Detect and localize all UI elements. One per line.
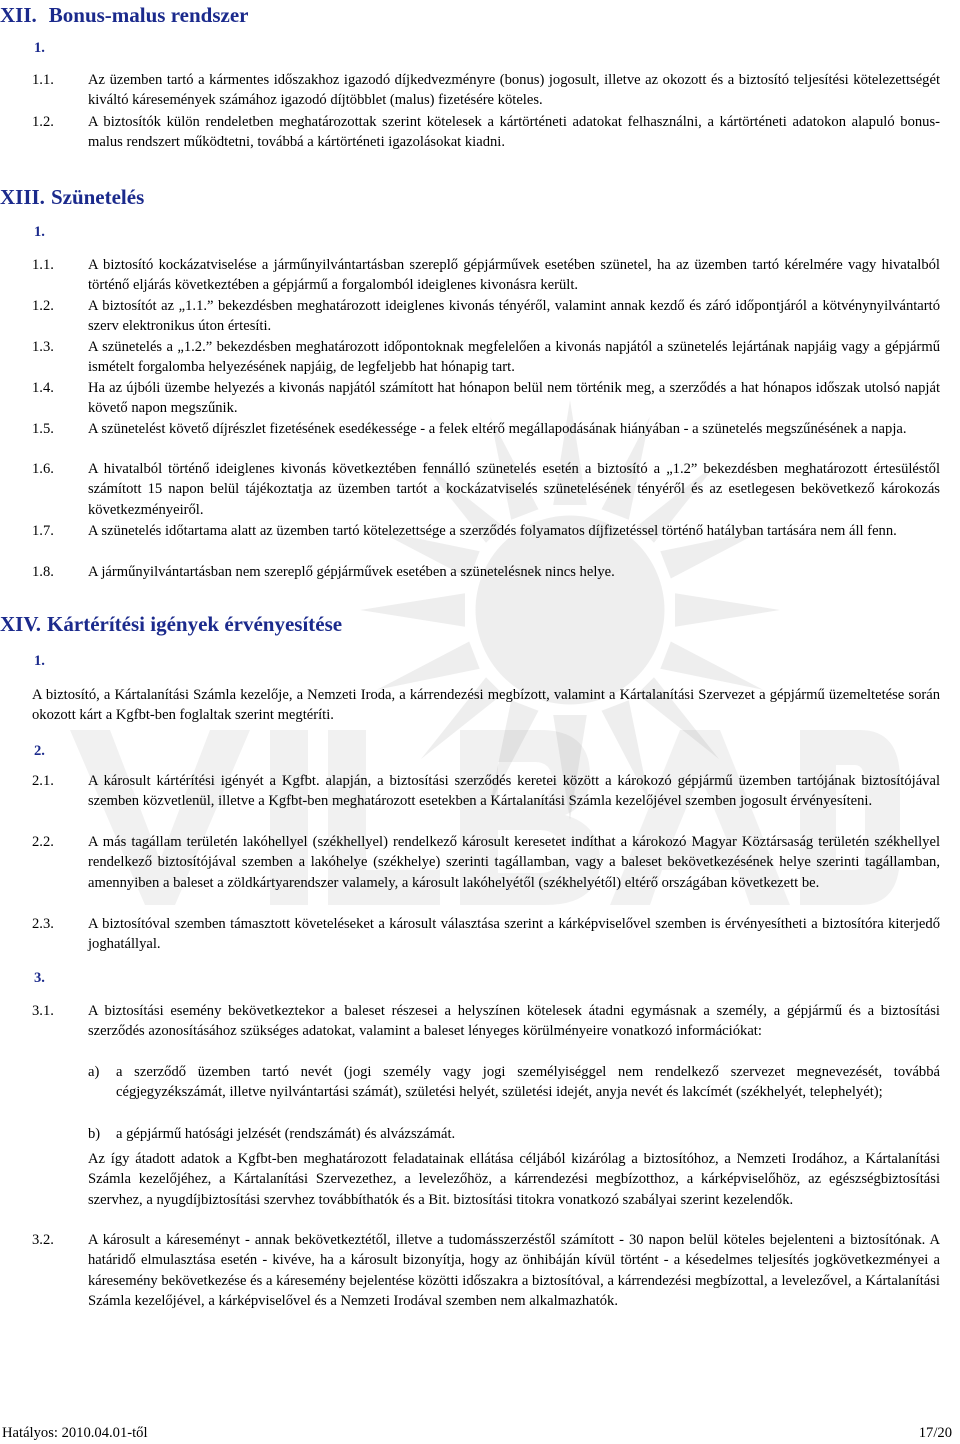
clause-number: 1.6. bbox=[32, 461, 54, 477]
clause-item bbox=[32, 771, 940, 812]
clause-number: 1.8. bbox=[32, 564, 54, 580]
list-text: a gépjármű hatósági jelzését (rendszámát) és alvázszámát. bbox=[116, 1126, 456, 1142]
clause-item bbox=[32, 459, 940, 520]
paragraph: Az így átadott adatok a Kgfbt-ben meghatározott feladatainak ellátása céljából kizárólag a biztosítóhoz, a Nemzeti Irodához, a Kártalanítási Számla kezelőjéhez, a Kártalanítási Szervezethez, a levelezőhöz, a kárrendezési megbízotthoz, a kárképviselőhöz, az egészségbiztosítási szervhez, a nyugdíjbiztosítási szervhez továbbíthatók és a Bit. biztosítási titokra vonatkozó szabályai szerint kezelendők. bbox=[88, 1151, 940, 1208]
list-text: a szerződő üzemben tartó nevét (jogi személy vagy jogi személyiséggel nem rendelkező szervezet megnevezését, továbbá cégjegyzékszámát, illetve nyilvántartási számát), születési helyét, születési idejét, anyja nevét és lakcímét (székhelyét, telephelyét); bbox=[116, 1064, 940, 1101]
clause-number: 1.1. bbox=[32, 72, 54, 88]
clause-item bbox=[32, 419, 940, 439]
clause-text: A szünetelés időtartama alatt az üzemben tartó kötelezettsége a szerződés folyamatos díjfizetéssel történő hatályban tartására nem áll fenn. bbox=[88, 523, 897, 539]
clause-item bbox=[32, 296, 940, 337]
subsection-number: 2. bbox=[34, 743, 45, 759]
clause-text: A szünetelést követő díjrészlet fizetésének esedékessége - a felek eltérő megállapodásának hiányában - a szünetelés megszűnésének a napja. bbox=[88, 421, 907, 437]
clause-item bbox=[32, 1230, 940, 1312]
clause-item bbox=[32, 1001, 940, 1042]
clause-text: A károsult a káreseményt - annak bekövetkeztétől, illetve a tudomásszerzéstől számított - 30 napon belül köteles bejelenteni a biztosítónak. A határidő elmulasztása esetén - kivéve, ha a károsult bizonyítja, hogy az önhibáján kívül történt - a késedelmes teljesítés jogkövetkezményei a káresemény bekövetkezése és a káresemény bejelentése közötti időszakra a biztosítóval, a kárrendezési megbízottal, a levelezővel, a Kártalanítási Számla kezelőjével, a kárképviselővel és a Nemzeti Irodával szemben nem alkalmazhatók. bbox=[88, 1232, 940, 1310]
paragraph: A biztosító, a Kártalanítási Számla kezelője, a Nemzeti Iroda, a kárrendezési megbízott, valamint a Kártalanítási Szervezet a gépjármű üzemeltetése során okozott kárt a Kgfbt-ben foglaltak szerint megtéríti. bbox=[32, 687, 940, 724]
section-title-xiv: Kártérítési igények érvényesítése bbox=[47, 612, 343, 636]
clause-number: 1.3. bbox=[32, 339, 54, 355]
clause-number: 1.5. bbox=[32, 421, 54, 437]
list-item bbox=[88, 1062, 940, 1103]
section-heading-xiii bbox=[0, 184, 144, 210]
clause-number: 1.1. bbox=[32, 257, 54, 273]
clause-text: A biztosító kockázatviselése a járműnyilvántartásban szereplő gépjárművek esetében szünetel, ha az üzemben tartó kérelmére vagy hivatalból történő eljárás következtében a gépjármű a forgalomból ideiglenes kivonásra került. bbox=[88, 257, 940, 294]
clause-number: 1.7. bbox=[32, 523, 54, 539]
subsection-number: 1. bbox=[34, 653, 45, 669]
clause-item bbox=[32, 112, 940, 153]
section-roman-xiii: XIII. bbox=[0, 185, 45, 209]
clause-text: Az üzemben tartó a kármentes időszakhoz igazodó díjkedvezményre (bonus) jogosult, illetve az okozott és a biztosító teljesítési kötelezettségét kiváltó káresemények számához igazodó díjtöbblet (malus) fizetésére köteles. bbox=[88, 72, 940, 109]
clause-item bbox=[32, 521, 940, 541]
clause-item bbox=[32, 255, 940, 296]
section-title-xiii: Szünetelés bbox=[50, 185, 145, 209]
clause-number: 1.2. bbox=[32, 114, 54, 130]
list-item bbox=[88, 1124, 940, 1144]
clause-number: 2.2. bbox=[32, 834, 54, 850]
clause-number: 1.4. bbox=[32, 380, 54, 396]
clause-item bbox=[32, 562, 940, 582]
clause-number: 3.2. bbox=[32, 1232, 54, 1248]
subsection-number: 1. bbox=[34, 40, 45, 56]
clause-text: Ha az újbóli üzembe helyezés a kivonás napjától számított hat hónapon belül nem történik meg, a szerződés a hat hónapos időszak utolsó napját követő napon megszűnik. bbox=[88, 380, 940, 417]
clause-number: 2.3. bbox=[32, 916, 54, 932]
list-marker: a) bbox=[88, 1064, 100, 1080]
clause-item bbox=[32, 378, 940, 419]
clause-item bbox=[32, 70, 940, 111]
clause-text: A más tagállam területén lakóhellyel (székhellyel) rendelkező károsult keresetet indíthat a károkozó Magyar Köztársaság területén székhellyel rendelkező biztosítójával szemben a lakóhelye (székhelye) szerinti tagállamban, vagy a baleset bekövetkezésének helye szerinti tagállamban, amennyiben a baleset a zöldkártyarendszer valamely, a károsult lakóhelyétől (székhelyétől) eltérő országában következett be. bbox=[88, 834, 940, 891]
footer-effective-date: Hatályos: 2010.04.01-től bbox=[2, 1425, 148, 1441]
clause-text: A biztosítóval szemben támasztott követeléseket a károsult választása szerint a kárképviselővel szemben is érvényesítheti a biztosítóra kiterjedő joghatállyal. bbox=[88, 916, 940, 953]
clause-item bbox=[32, 832, 940, 893]
clause-number: 1.2. bbox=[32, 298, 54, 314]
section-roman-xiv: XIV. bbox=[0, 612, 42, 636]
clause-number: 3.1. bbox=[32, 1003, 54, 1019]
clause-text: A járműnyilvántartásban nem szereplő gépjárművek esetében a szünetelésnek nincs helye. bbox=[88, 564, 615, 580]
clause-number: 2.1. bbox=[32, 773, 54, 789]
footer-page-number: 17/20 bbox=[918, 1425, 952, 1441]
clause-text: A szünetelés a „1.2.” bekezdésben meghatározott időpontoknak megfelelően a kivonás napjától a szünetelés lejártának napjáig vagy a gépjármű ismételt forgalomba helyezésének napjáig, de legfeljebb hat hónapig tart. bbox=[88, 339, 940, 376]
clause-text: A biztosítók külön rendeletben meghatározottak szerint kötelesek a kártörténeti adatokat felhasználni, a kártörténeti adatokon alapuló bonus-malus rendszert működtetni, továbbá a kártörténeti igazolásokat kiadni. bbox=[88, 114, 940, 151]
list-marker: b) bbox=[88, 1126, 101, 1142]
clause-item bbox=[32, 337, 940, 378]
section-heading-xii bbox=[0, 2, 248, 28]
clause-item bbox=[32, 914, 940, 955]
section-title-xii: Bonus-malus rendszer bbox=[48, 3, 249, 27]
section-heading-xiv bbox=[0, 611, 342, 637]
clause-text: A károsult kártérítési igényét a Kgfbt. alapján, a biztosítási szerződés keretei között a károkozó gépjármű üzemben tartójának biztosítójával szemben közvetlenül, illetve a Kgfbt-ben meghatározott esetekben a Kártalanítási Számla kezelőjével szemben jogosult érvényesíteni. bbox=[88, 773, 940, 810]
clause-text: A hivatalból történő ideiglenes kivonás következtében fennálló szünetelés esetén a biztosító a „1.2” bekezdésben meghatározott értesüléstől számított 15 napon belül tájékoztatja az üzemben tartót a kockázatviselés szünetelésének tényéről és az esetlegesen bekövetkező károkozás következményeiről. bbox=[88, 461, 940, 518]
clause-text: A biztosítási esemény bekövetkeztekor a baleset részesei a helyszínen kötelesek átadni egymásnak a személy, a gépjármű és a biztosítási szerződés azonosításához szükséges adatokat, valamint a baleset lényeges körülményeire vonatkozó információkat: bbox=[88, 1003, 940, 1040]
subsection-number: 3. bbox=[34, 970, 45, 986]
subsection-number: 1. bbox=[34, 224, 45, 240]
section-roman-xii: XII. bbox=[0, 3, 37, 27]
clause-text: A biztosítót az „1.1.” bekezdésben meghatározott ideiglenes kivonás tényéről, valamint annak kezdő és záró időpontjáról a kötvénynyilvántartó szerv elektronikus úton értesíti. bbox=[88, 298, 940, 335]
